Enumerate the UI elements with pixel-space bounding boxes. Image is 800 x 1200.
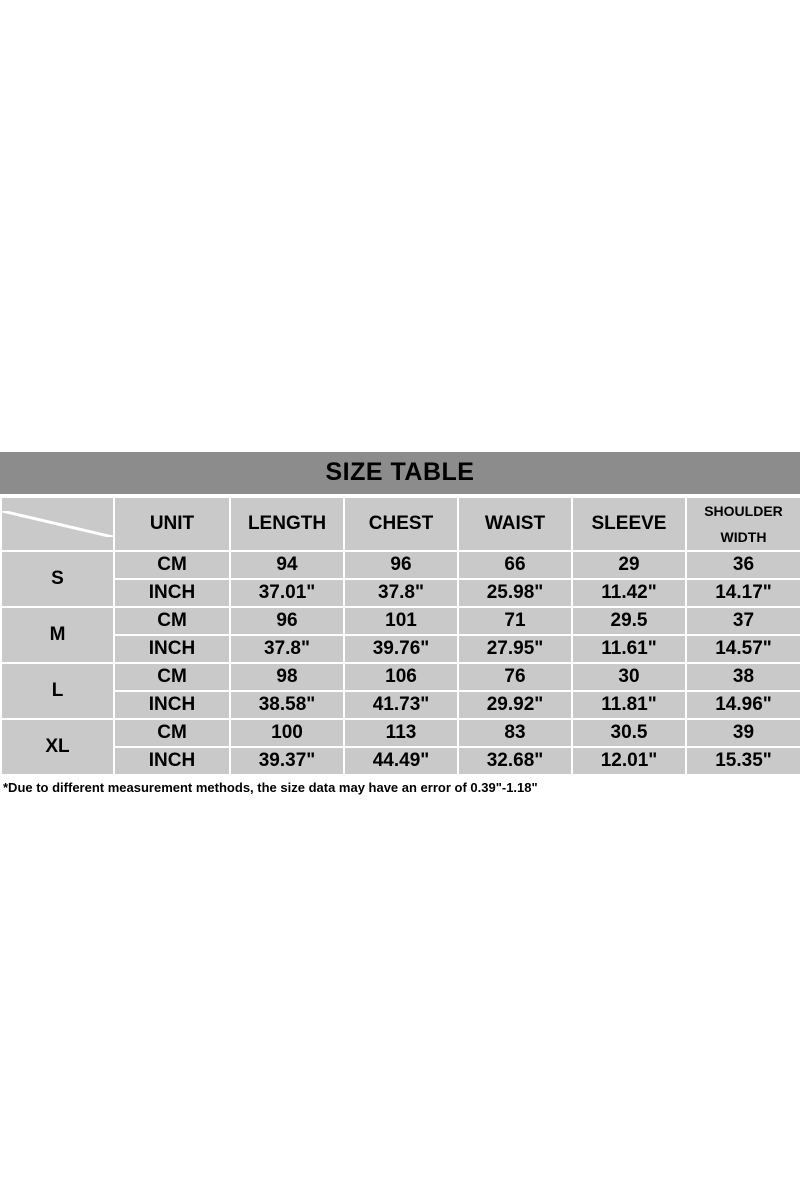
cell-unit: CM <box>114 551 230 579</box>
cell-sleeve: 29 <box>572 551 686 579</box>
cell-shoulder: 15.35" <box>686 747 800 775</box>
table-row <box>1 551 800 579</box>
cell-unit: CM <box>114 663 230 691</box>
cell-waist: 66 <box>458 551 572 579</box>
cell-unit: INCH <box>114 747 230 775</box>
column-header-sleeve: SLEEVE <box>572 497 686 551</box>
size-label-l: L <box>1 663 114 719</box>
cell-chest: 39.76" <box>344 635 458 663</box>
table-row <box>1 607 800 635</box>
cell-chest: 37.8" <box>344 579 458 607</box>
table-row <box>1 747 800 775</box>
cell-sleeve: 11.61" <box>572 635 686 663</box>
table-row <box>1 579 800 607</box>
cell-chest: 96 <box>344 551 458 579</box>
cell-chest: 44.49" <box>344 747 458 775</box>
cell-shoulder: 37 <box>686 607 800 635</box>
cell-length: 96 <box>230 607 344 635</box>
cell-sleeve: 11.42" <box>572 579 686 607</box>
cell-chest: 41.73" <box>344 691 458 719</box>
cell-shoulder: 14.96" <box>686 691 800 719</box>
cell-sleeve: 30 <box>572 663 686 691</box>
cell-chest: 113 <box>344 719 458 747</box>
cell-chest: 106 <box>344 663 458 691</box>
cell-length: 94 <box>230 551 344 579</box>
table-row <box>1 691 800 719</box>
cell-unit: CM <box>114 719 230 747</box>
cell-shoulder: 39 <box>686 719 800 747</box>
column-header-shoulder-width: SHOULDER WIDTH <box>686 497 800 551</box>
cell-sleeve: 12.01" <box>572 747 686 775</box>
cell-waist: 71 <box>458 607 572 635</box>
cell-shoulder: 14.57" <box>686 635 800 663</box>
cell-length: 39.37" <box>230 747 344 775</box>
cell-sleeve: 11.81" <box>572 691 686 719</box>
cell-shoulder: 38 <box>686 663 800 691</box>
corner-diagonal-cell <box>1 497 114 551</box>
cell-waist: 76 <box>458 663 572 691</box>
size-table <box>0 496 800 776</box>
column-header-waist: WAIST <box>458 497 572 551</box>
table-row <box>1 719 800 747</box>
cell-sleeve: 29.5 <box>572 607 686 635</box>
cell-shoulder: 14.17" <box>686 579 800 607</box>
diagonal-slash-icon <box>2 511 113 537</box>
cell-chest: 101 <box>344 607 458 635</box>
column-header-chest: CHEST <box>344 497 458 551</box>
table-row <box>1 635 800 663</box>
column-header-unit: UNIT <box>114 497 230 551</box>
cell-unit: INCH <box>114 579 230 607</box>
cell-shoulder: 36 <box>686 551 800 579</box>
cell-waist: 83 <box>458 719 572 747</box>
cell-length: 37.8" <box>230 635 344 663</box>
size-label-s: S <box>1 551 114 607</box>
table-row <box>1 663 800 691</box>
cell-length: 98 <box>230 663 344 691</box>
cell-waist: 27.95" <box>458 635 572 663</box>
table-header-row <box>1 497 800 551</box>
cell-length: 38.58" <box>230 691 344 719</box>
cell-length: 100 <box>230 719 344 747</box>
cell-waist: 32.68" <box>458 747 572 775</box>
cell-waist: 29.92" <box>458 691 572 719</box>
size-label-m: M <box>1 607 114 663</box>
cell-unit: INCH <box>114 691 230 719</box>
cell-sleeve: 30.5 <box>572 719 686 747</box>
cell-length: 37.01" <box>230 579 344 607</box>
size-table-block <box>0 452 800 795</box>
column-header-length: LENGTH <box>230 497 344 551</box>
cell-unit: CM <box>114 607 230 635</box>
size-label-xl: XL <box>1 719 114 775</box>
cell-unit: INCH <box>114 635 230 663</box>
measurement-note: *Due to different measurement methods, the size data may have an error of 0.39"-1.18" <box>3 780 538 795</box>
size-table-title: SIZE TABLE <box>0 452 800 496</box>
cell-waist: 25.98" <box>458 579 572 607</box>
